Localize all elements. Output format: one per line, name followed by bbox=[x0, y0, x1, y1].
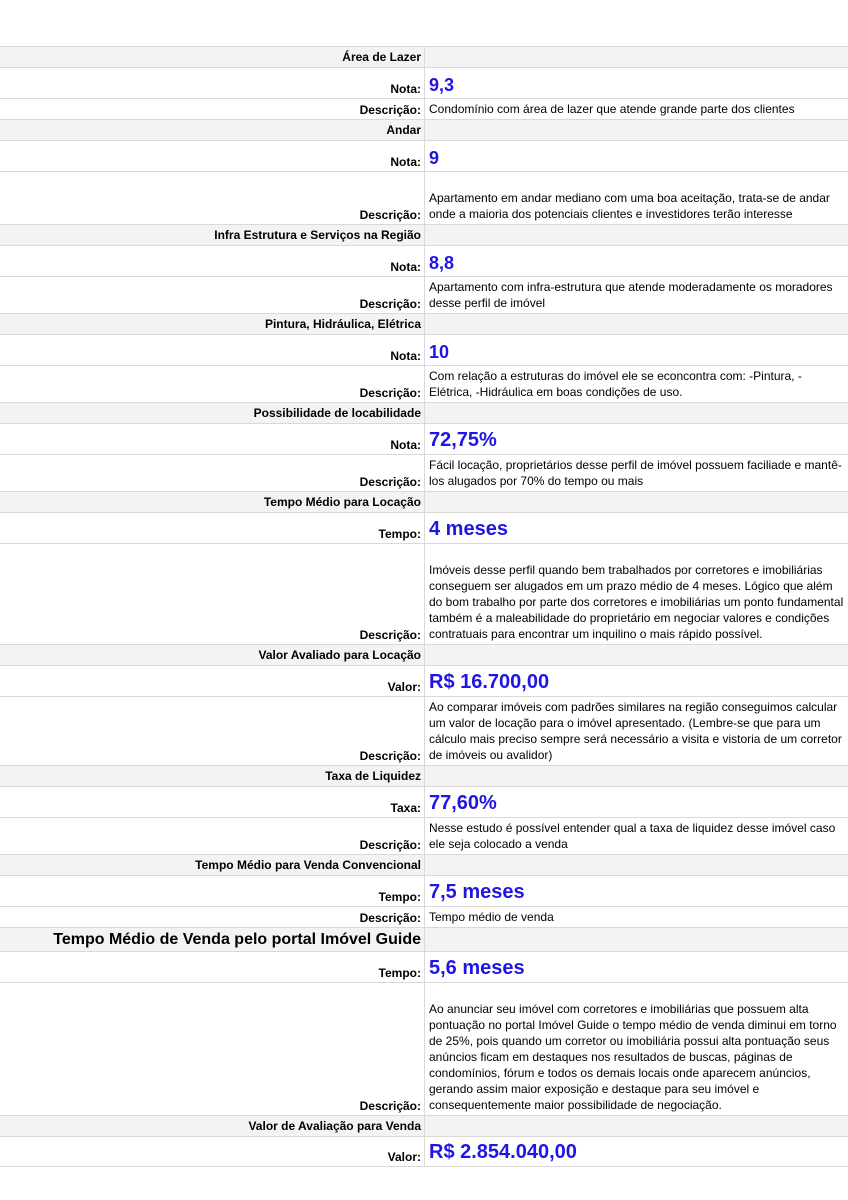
description-row bbox=[0, 817, 848, 854]
section-header-empty-cell bbox=[425, 225, 848, 245]
description-row bbox=[0, 276, 848, 313]
value-row bbox=[0, 951, 848, 982]
description-row bbox=[0, 696, 848, 765]
value-cell bbox=[425, 424, 848, 454]
description-text: Imóveis desse perfil quando bem trabalhados por corretores e imobiliárias conseguem ser alugados em um prazo médio de 4 meses. Lógico que além do bom trabalho por parte dos corretores e imobiliárias um ponto fundamental também é a maleabilidade do proprietário em negociar valores e condições contratuais para encontrar um inquilino o mais rápido possível. bbox=[429, 563, 844, 641]
section-header-row bbox=[0, 402, 848, 423]
section-title: Tempo Médio de Venda pelo portal Imóvel Guide bbox=[0, 928, 425, 951]
value-cell bbox=[425, 68, 848, 98]
value-cell bbox=[425, 513, 848, 543]
description-label: Descrição: bbox=[0, 983, 425, 1115]
evaluation-report bbox=[0, 46, 848, 1167]
description-label: Descrição: bbox=[0, 172, 425, 224]
section-title: Tempo Médio para Locação bbox=[0, 492, 425, 512]
metric-value: 4 meses bbox=[429, 518, 508, 540]
section-header-row bbox=[0, 313, 848, 334]
description-label: Descrição: bbox=[0, 907, 425, 927]
description-label: Descrição: bbox=[0, 544, 425, 644]
section-title: Andar bbox=[0, 120, 425, 140]
metric-value: 10 bbox=[429, 342, 450, 362]
metric-value: 7,5 meses bbox=[429, 881, 525, 903]
value-label: Valor: bbox=[0, 666, 425, 696]
section-header-row bbox=[0, 491, 848, 512]
value-label: Tempo: bbox=[0, 876, 425, 906]
description-label: Descrição: bbox=[0, 277, 425, 313]
section-title: Taxa de Liquidez bbox=[0, 766, 425, 786]
value-label: Valor: bbox=[0, 1137, 425, 1166]
value-label: Tempo: bbox=[0, 952, 425, 982]
description-row bbox=[0, 365, 848, 402]
section-header-row bbox=[0, 224, 848, 245]
value-label: Nota: bbox=[0, 335, 425, 365]
value-label: Nota: bbox=[0, 424, 425, 454]
description-text: Ao comparar imóveis com padrões similares na região conseguimos calcular um valor de locação para o imóvel apresentado. (Lembre-se que para um cálculo mais preciso sempre será necessário a visita e vistoria de um corretor de imóveis ou avalidor) bbox=[429, 700, 842, 762]
value-cell bbox=[425, 141, 848, 171]
description-text: Fácil locação, proprietários desse perfil de imóvel possuem faciliade e mantê-los alugados por 70% do tempo ou mais bbox=[429, 458, 842, 488]
description-row bbox=[0, 171, 848, 224]
value-row bbox=[0, 140, 848, 171]
description-row bbox=[0, 454, 848, 491]
section-header-empty-cell bbox=[425, 314, 848, 334]
metric-value: R$ 2.854.040,00 bbox=[429, 1141, 577, 1163]
metric-value: 9,3 bbox=[429, 75, 455, 95]
section-header-empty-cell bbox=[425, 492, 848, 512]
section-header-row bbox=[0, 927, 848, 951]
description-text: Apartamento com infra-estrutura que atende moderadamente os moradores desse perfil de imóvel bbox=[429, 280, 833, 310]
section-title: Valor de Avaliação para Venda bbox=[0, 1116, 425, 1136]
value-cell bbox=[425, 1137, 848, 1166]
description-row bbox=[0, 906, 848, 927]
value-label: Nota: bbox=[0, 246, 425, 276]
section-header-empty-cell bbox=[425, 403, 848, 423]
value-label: Taxa: bbox=[0, 787, 425, 817]
value-row bbox=[0, 245, 848, 276]
value-row bbox=[0, 67, 848, 98]
section-header-empty-cell bbox=[425, 1116, 848, 1136]
section-header-row bbox=[0, 644, 848, 665]
description-label: Descrição: bbox=[0, 697, 425, 765]
metric-value: 9 bbox=[429, 148, 440, 168]
value-label: Tempo: bbox=[0, 513, 425, 543]
value-cell bbox=[425, 876, 848, 906]
section-title: Área de Lazer bbox=[0, 47, 425, 67]
value-row bbox=[0, 1136, 848, 1167]
metric-value: 72,75% bbox=[429, 429, 497, 451]
description-label: Descrição: bbox=[0, 818, 425, 854]
value-cell bbox=[425, 787, 848, 817]
description-row bbox=[0, 543, 848, 644]
section-header-empty-cell bbox=[425, 47, 848, 67]
section-title: Possibilidade de locabilidade bbox=[0, 403, 425, 423]
section-header-empty-cell bbox=[425, 855, 848, 875]
metric-value: 77,60% bbox=[429, 792, 497, 814]
section-header-empty-cell bbox=[425, 766, 848, 786]
value-cell bbox=[425, 335, 848, 365]
section-header-row bbox=[0, 119, 848, 140]
section-header-row bbox=[0, 1115, 848, 1136]
description-text: Com relação a estruturas do imóvel ele se econcontra com: -Pintura, -Elétrica, -Hidráulica em boas condições de uso. bbox=[429, 369, 802, 399]
description-text: Ao anunciar seu imóvel com corretores e imobiliárias que possuem alta pontuação no portal Imóvel Guide o tempo médio de venda diminui em torno de 25%, pois quando um corretor ou imobiliária possui alta pontuação seus anúncios ficam em destaques nos resultados de buscas, páginas de condomínios, fórum e todos os demais locais onde aparecem anúncios, gerando assim maior exposição e destaque para seu imóvel e consequentemente maior possibilidade de negociação. bbox=[429, 1002, 837, 1112]
metric-value: 5,6 meses bbox=[429, 957, 525, 979]
metric-value: R$ 16.700,00 bbox=[429, 671, 550, 693]
description-label: Descrição: bbox=[0, 366, 425, 402]
value-cell bbox=[425, 666, 848, 696]
value-row bbox=[0, 334, 848, 365]
section-header-row bbox=[0, 854, 848, 875]
description-row bbox=[0, 982, 848, 1115]
section-title: Pintura, Hidráulica, Elétrica bbox=[0, 314, 425, 334]
section-title: Infra Estrutura e Serviços na Região bbox=[0, 225, 425, 245]
section-title: Valor Avaliado para Locação bbox=[0, 645, 425, 665]
section-header-empty-cell bbox=[425, 645, 848, 665]
description-row bbox=[0, 98, 848, 119]
description-label: Descrição: bbox=[0, 99, 425, 119]
value-label: Nota: bbox=[0, 141, 425, 171]
value-row bbox=[0, 875, 848, 906]
description-label: Descrição: bbox=[0, 455, 425, 491]
section-title: Tempo Médio para Venda Convencional bbox=[0, 855, 425, 875]
value-cell bbox=[425, 246, 848, 276]
value-row bbox=[0, 512, 848, 543]
value-cell bbox=[425, 952, 848, 982]
value-row bbox=[0, 423, 848, 454]
value-label: Nota: bbox=[0, 68, 425, 98]
section-header-empty-cell bbox=[425, 120, 848, 140]
metric-value: 8,8 bbox=[429, 253, 455, 273]
section-header-row bbox=[0, 46, 848, 67]
value-row bbox=[0, 665, 848, 696]
section-header-row bbox=[0, 765, 848, 786]
description-text: Nesse estudo é possível entender qual a taxa de liquidez desse imóvel caso ele seja colocado a venda bbox=[429, 821, 836, 851]
section-header-empty-cell bbox=[425, 928, 848, 951]
value-row bbox=[0, 786, 848, 817]
description-text: Condomínio com área de lazer que atende grande parte dos clientes bbox=[429, 102, 795, 116]
description-text: Tempo médio de venda bbox=[429, 910, 554, 924]
description-text: Apartamento em andar mediano com uma boa aceitação, trata-se de andar onde a maioria dos potenciais clientes e investidores terão interesse bbox=[429, 191, 830, 221]
